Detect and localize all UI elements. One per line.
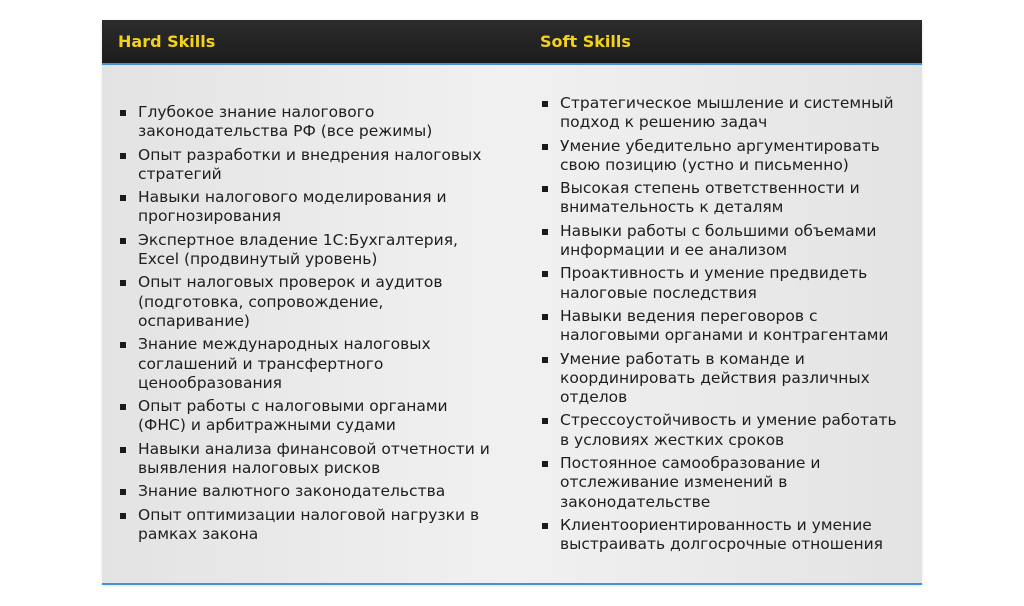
- square-bullet-icon: [120, 110, 126, 116]
- list-item-text: Навыки налогового моделирования и прогнозирования: [138, 188, 447, 226]
- square-bullet-icon: [120, 153, 126, 159]
- list-item: [542, 222, 910, 261]
- list-item: [120, 231, 500, 270]
- list-item-text: Клиентоориентированность и умение выстраивать долгосрочные отношения: [560, 515, 884, 554]
- list-item-text: Навыки работы с большими объемами информации и ее анализом: [560, 221, 877, 260]
- list-item-text: Опыт разработки и внедрения налоговых стратегий: [138, 145, 482, 183]
- square-bullet-icon: [542, 271, 548, 277]
- square-bullet-icon: [120, 238, 126, 244]
- list-item-text: Постоянное самообразование и отслеживание изменений в законодательстве: [560, 454, 821, 511]
- list-item-text: Знание международных налоговых соглашений и трансфертного ценообразования: [138, 335, 431, 392]
- square-bullet-icon: [120, 447, 126, 453]
- list-item-text: Знание валютного законодательства: [138, 482, 446, 501]
- list-item: [542, 516, 910, 555]
- list-item: [120, 188, 500, 227]
- list-item: [120, 397, 500, 436]
- list-item: [120, 506, 500, 545]
- list-item-text: Опыт работы с налоговыми органами (ФНС) и арбитражными судами: [138, 397, 448, 435]
- list-item-text: Проактивность и умение предвидеть налоговые последствия: [560, 264, 868, 302]
- list-item: [120, 103, 500, 142]
- square-bullet-icon: [542, 144, 548, 150]
- square-bullet-icon: [542, 101, 548, 107]
- list-item: [120, 335, 500, 393]
- square-bullet-icon: [120, 489, 126, 495]
- list-item-text: Опыт оптимизации налоговой нагрузки в рамках закона: [138, 505, 480, 543]
- square-bullet-icon: [542, 314, 548, 320]
- square-bullet-icon: [120, 280, 126, 286]
- square-bullet-icon: [120, 404, 126, 410]
- list-item-text: Умение работать в команде и координировать действия различных отделов: [560, 349, 870, 407]
- square-bullet-icon: [542, 523, 548, 529]
- list-item-text: Высокая степень ответственности и внимательность к деталям: [560, 179, 860, 217]
- list-item: [120, 146, 500, 185]
- square-bullet-icon: [120, 195, 126, 201]
- list-item: [542, 411, 910, 450]
- skills-table: [102, 20, 922, 585]
- square-bullet-icon: [542, 357, 548, 363]
- list-item-text: Экспертное владение 1С:Бухгалтерия, Excel (продвинутый уровень): [138, 230, 458, 269]
- hard-skills-list: [120, 103, 500, 548]
- list-item: [120, 482, 500, 501]
- square-bullet-icon: [542, 229, 548, 235]
- hard-skills-header: Hard Skills: [118, 32, 216, 51]
- table-header: [102, 20, 922, 65]
- list-item: [542, 137, 910, 176]
- list-item: [542, 454, 910, 512]
- square-bullet-icon: [120, 342, 126, 348]
- list-item-text: Навыки анализа финансовой отчетности и выявления налоговых рисков: [138, 439, 490, 478]
- list-item-text: Навыки ведения переговоров с налоговыми органами и контрагентами: [560, 306, 889, 345]
- list-item: [542, 94, 910, 133]
- square-bullet-icon: [542, 186, 548, 192]
- list-item-text: Стратегическое мышление и системный подход к решению задач: [560, 94, 894, 132]
- square-bullet-icon: [542, 461, 548, 467]
- list-item-text: Опыт налоговых проверок и аудитов (подготовка, сопровождение, оспаривание): [138, 273, 443, 330]
- list-item-text: Глубокое знание налогового законодательства РФ (все режимы): [138, 103, 433, 141]
- list-item: [120, 440, 500, 479]
- list-item: [542, 264, 910, 303]
- list-item: [542, 350, 910, 408]
- list-item-text: Стрессоустойчивость и умение работать в условиях жестких сроков: [560, 411, 897, 449]
- soft-skills-header: Soft Skills: [540, 32, 631, 51]
- list-item: [542, 307, 910, 346]
- square-bullet-icon: [120, 513, 126, 519]
- list-item: [120, 273, 500, 331]
- square-bullet-icon: [542, 418, 548, 424]
- list-item: [542, 179, 910, 218]
- bottom-accent-divider: [102, 583, 922, 585]
- soft-skills-list: [542, 94, 910, 559]
- list-item-text: Умение убедительно аргументировать свою позицию (устно и письменно): [560, 136, 880, 174]
